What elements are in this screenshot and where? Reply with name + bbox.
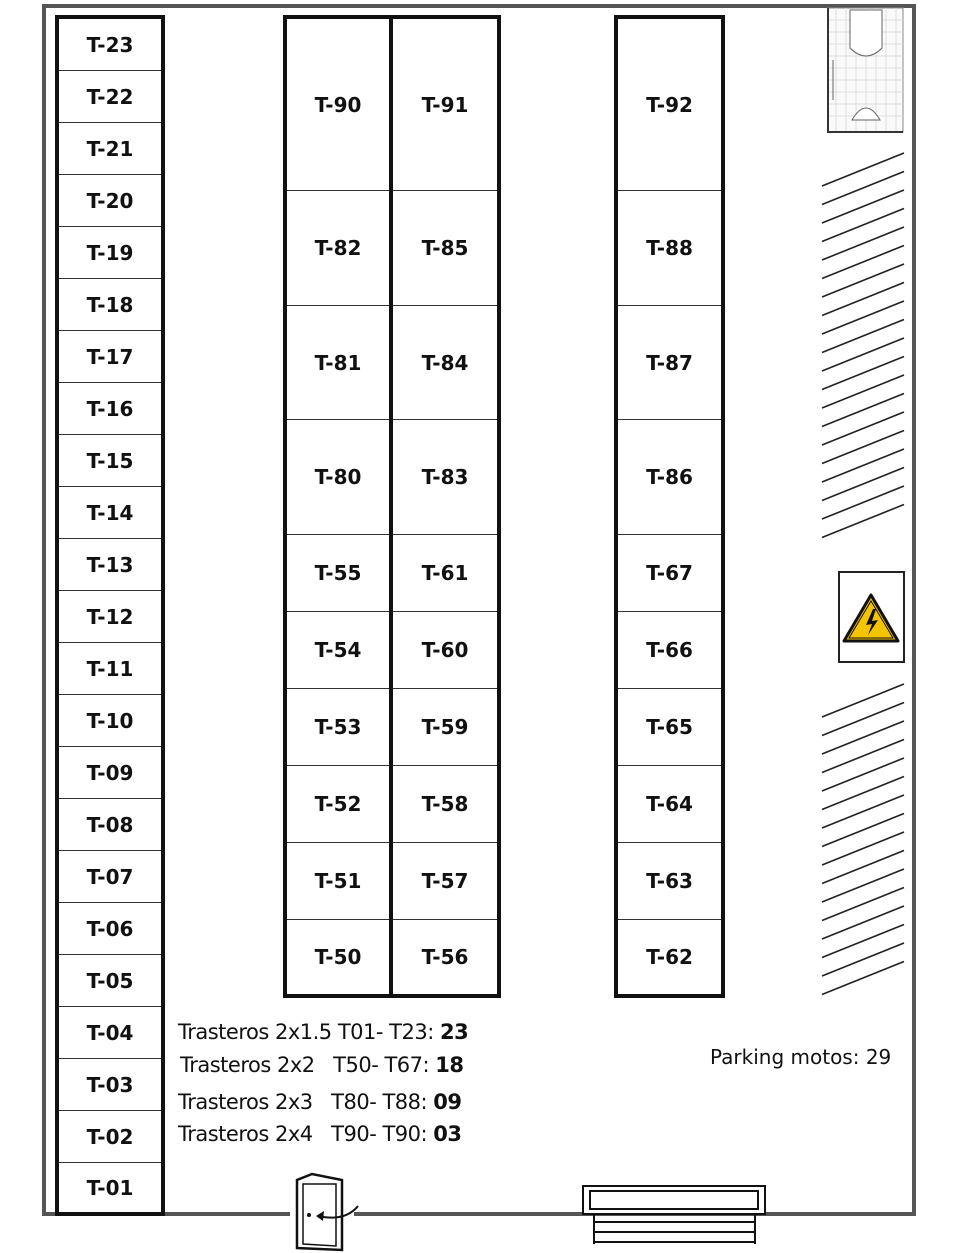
legend-count: 03 [433, 1122, 462, 1146]
legend-range: T50- T67: [333, 1053, 430, 1077]
storage-unit-t-53: T-53 [287, 689, 389, 766]
storage-unit-t-03: T-03 [59, 1059, 161, 1111]
storage-column-left [55, 15, 165, 1216]
legend-row-2x4 [178, 1122, 462, 1146]
storage-unit-t-22: T-22 [59, 71, 161, 123]
storage-unit-t-01: T-01 [86, 1175, 134, 1200]
storage-unit-t-13: T-13 [59, 539, 161, 591]
storage-unit-t-92: T-92 [618, 19, 721, 191]
legend-count: 18 [435, 1053, 464, 1077]
storage-unit-t-16: T-16 [59, 383, 161, 435]
legend-label: Trasteros 2x3 [178, 1090, 313, 1114]
storage-unit-t-86: T-86 [618, 420, 721, 535]
storage-unit-t-51: T-51 [287, 843, 389, 920]
storage-unit-t-80: T-80 [287, 420, 389, 535]
storage-unit-t-57: T-57 [393, 843, 497, 920]
storage-unit-t-56: T-56 [421, 945, 469, 969]
legend-row-2x3 [178, 1090, 462, 1114]
storage-unit-t-88: T-88 [618, 191, 721, 306]
storage-unit-t-14: T-14 [59, 487, 161, 539]
storage-unit-t-10: T-10 [59, 695, 161, 747]
storage-unit-t-50: T-50 [314, 945, 362, 969]
electrical-panel [838, 571, 905, 663]
storage-unit-t-84: T-84 [393, 306, 497, 420]
legend-count: 09 [433, 1090, 462, 1114]
storage-unit-t-61: T-61 [393, 535, 497, 612]
legend-count: 23 [439, 1020, 469, 1044]
storage-column-middle-b [389, 15, 501, 998]
legend-range: T90- T90: [331, 1122, 428, 1146]
storage-unit-t-62: T-62 [646, 945, 693, 969]
legend-row-2x1-5 [178, 1020, 468, 1044]
storage-unit-t-85: T-85 [393, 191, 497, 306]
storage-unit-t-58: T-58 [393, 766, 497, 843]
storage-unit-t-07: T-07 [59, 851, 161, 903]
storage-unit-t-63: T-63 [618, 843, 721, 920]
storage-unit-t-66: T-66 [618, 612, 721, 689]
storage-unit-t-67: T-67 [618, 535, 721, 612]
storage-unit-t-55: T-55 [287, 535, 389, 612]
storage-column-right [614, 15, 725, 998]
storage-unit-t-19: T-19 [59, 227, 161, 279]
storage-unit-t-54: T-54 [287, 612, 389, 689]
storage-unit-t-08: T-08 [59, 799, 161, 851]
electrical-hazard-icon [840, 573, 903, 661]
parking-motos-label: Parking motos: 29 [710, 1045, 892, 1069]
storage-unit-t-52: T-52 [287, 766, 389, 843]
storage-column-middle-a [283, 15, 393, 998]
storage-unit-t-60: T-60 [393, 612, 497, 689]
storage-unit-t-15: T-15 [59, 435, 161, 487]
storage-unit-t-20: T-20 [59, 175, 161, 227]
legend-label: Trasteros 2x4 [178, 1122, 313, 1146]
storage-unit-t-18: T-18 [59, 279, 161, 331]
storage-unit-t-91: T-91 [393, 19, 497, 191]
storage-unit-t-81: T-81 [287, 306, 389, 420]
storage-unit-t-12: T-12 [59, 591, 161, 643]
legend-row-2x2 [180, 1053, 464, 1077]
storage-unit-t-59: T-59 [393, 689, 497, 766]
storage-unit-t-83: T-83 [393, 420, 497, 535]
storage-unit-t-90: T-90 [287, 19, 389, 191]
legend-label: Trasteros 2x2 [180, 1053, 315, 1077]
storage-unit-t-82: T-82 [287, 191, 389, 306]
storage-unit-t-05: T-05 [59, 955, 161, 1007]
legend-range: T80- T88: [331, 1090, 428, 1114]
storage-unit-t-04: T-04 [59, 1007, 161, 1059]
storage-unit-t-06: T-06 [59, 903, 161, 955]
storage-unit-t-23: T-23 [59, 19, 161, 71]
legend-range: T01- T23: [337, 1020, 434, 1044]
storage-unit-t-09: T-09 [59, 747, 161, 799]
storage-unit-t-17: T-17 [59, 331, 161, 383]
storage-unit-t-21: T-21 [59, 123, 161, 175]
storage-unit-t-11: T-11 [59, 643, 161, 695]
storage-unit-t-65: T-65 [618, 689, 721, 766]
legend-label: Trasteros 2x1.5 [178, 1020, 332, 1044]
storage-unit-t-64: T-64 [618, 766, 721, 843]
storage-unit-t-02: T-02 [59, 1111, 161, 1163]
storage-unit-t-87: T-87 [618, 306, 721, 420]
